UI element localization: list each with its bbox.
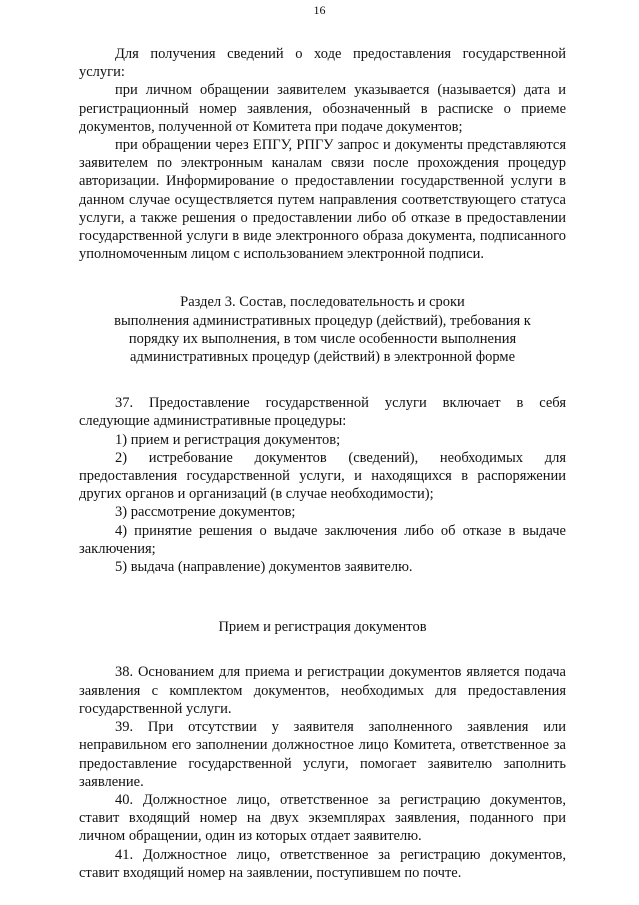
reception-heading: Прием и регистрация документов [218,619,427,636]
item-37: 37. Предоставление государственной услуги включает в себя следующие административные процедуры: [79,395,566,430]
section-3-heading-line: выполнения административных процедур (действий), требования к [114,312,531,329]
procedure-item-2: 2) истребование документов (сведений), необходимых для предоставления государственной услуги, и находящихся в распоряжении других органов и организаций (в случае необходимости); [79,449,566,503]
section-3-heading-line: Раздел 3. Состав, последовательность и сроки [180,294,465,311]
procedure-item-3: 3) рассмотрение документов; [115,504,296,521]
paragraph-personal-visit: при личном обращении заявителем указывается (называется) дата и регистрационный номер заявления, обозначенный в расписке о приеме документов, полученной от Комитета при подаче документов; [79,82,566,135]
procedure-item-1: 1) прием и регистрация документов; [115,431,341,448]
section-3-heading-line: административных процедур (действий) в электронной форме [129,349,516,366]
item-41: 41. Должностное лицо, ответственное за регистрацию документов, ставит входящий номер на заявлении, поступившем по почте. [79,846,566,881]
item-39: 39. При отсутствии у заявителя заполненного заявления или неправильном его заполнении должностное лицо Комитета, ответственное за предоставление государственной услуги, помогает заявителю заполнить заявление. [79,719,566,790]
item-40: 40. Должностное лицо, ответственное за регистрацию документов, ставит входящий номер на двух экземплярах заявления, поданного при личном обращении, один из которых отдает заявителю. [79,791,566,845]
item-38: 38. Основанием для приема и регистрации документов является подача заявления с комплектом документов, необходимых для предоставления государственной услуги. [79,664,566,717]
procedure-item-5: 5) выдача (направление) документов заявителю. [115,559,413,576]
section-3-heading [79,293,566,366]
page-number: 16 [313,3,326,17]
document-body [79,45,566,882]
paragraph-electronic-request: при обращении через ЕПГУ, РПГУ запрос и документы представляются заявителем по электронным каналам связи после прохождения процедур авторизации. Информирование о предоставлении государственной услуги в данном случае осуществляется путем направления соответствующего статуса услуги, а также решения о предоставлении либо об отказе в предоставлении государственной услуги в виде электронного образа документа, подписанного уполномоченным лицом с использованием электронной подписи. [79,137,566,263]
section-3-heading-line: порядку их выполнения, в том числе особенности выполнения [128,330,517,347]
paragraph-status-info: Для получения сведений о ходе предоставления государственной услуги: [79,46,566,81]
procedure-item-4: 4) принятие решения о выдаче заключения либо об отказе в выдаче заключения; [79,522,566,557]
